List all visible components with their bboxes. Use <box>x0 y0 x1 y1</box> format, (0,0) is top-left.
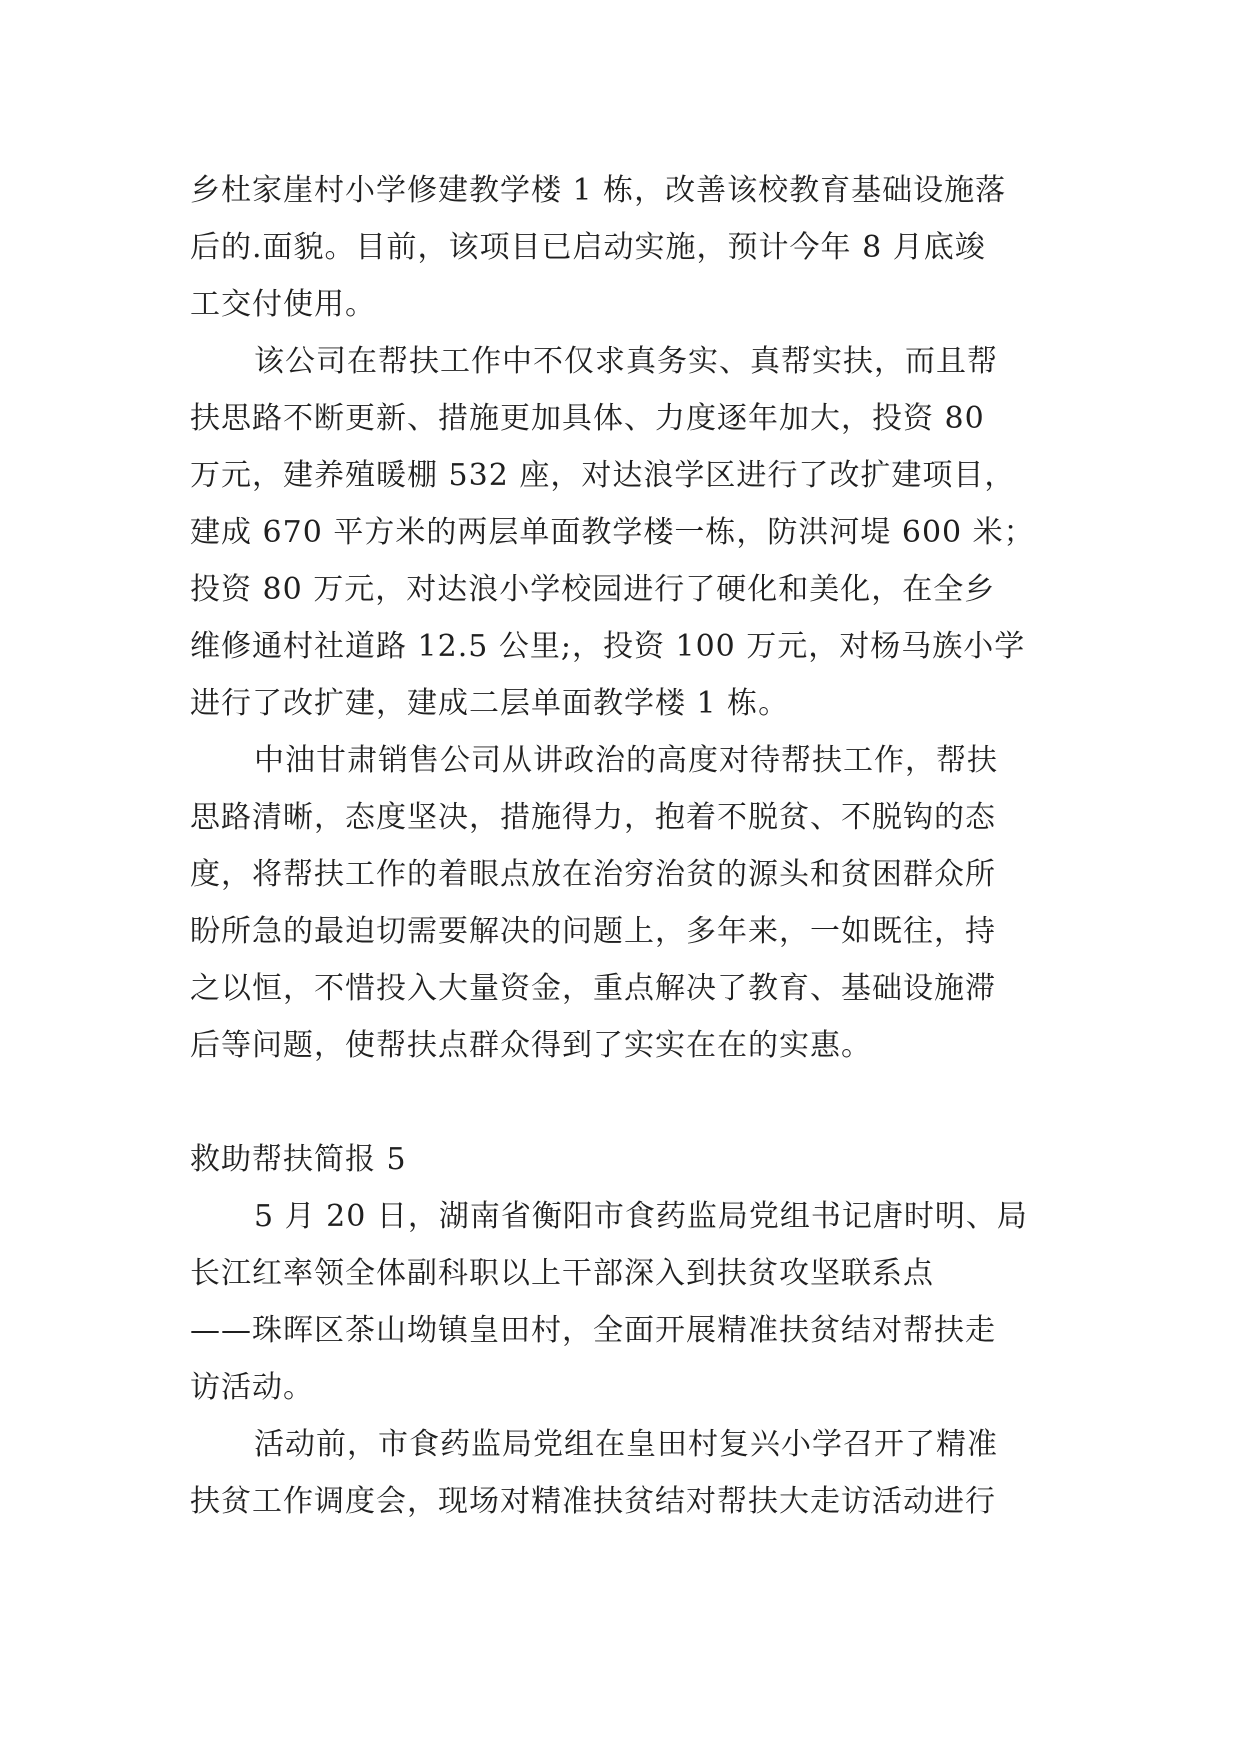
text-line: 进行了改扩建，建成二层单面教学楼 1 栋。 <box>190 686 790 721</box>
text-line: 建成 670 平方米的两层单面教学楼一栋，防洪河堤 600 米； <box>190 515 1035 550</box>
text-line: 访活动。 <box>190 1370 314 1405</box>
text-line: 万元，建养殖暖棚 532 座，对达浪学区进行了改扩建项目， <box>190 458 1016 493</box>
paragraph-1 <box>190 162 1050 333</box>
text-line: 盼所急的最迫切需要解决的问题上，多年来，一如既往，持 <box>190 914 996 949</box>
text-line: 长江红率领全体副科职以上干部深入到扶贫攻坚联系点 <box>190 1256 934 1291</box>
text-line: 乡杜家崖村小学修建教学楼 1 栋，改善该校教育基础设施落 <box>190 173 1007 208</box>
text-line: 之以恒，不惜投入大量资金，重点解决了教育、基础设施滞 <box>190 971 996 1006</box>
text-line: 5 月 20 日，湖南省衡阳市食药监局党组书记唐时明、局 <box>254 1199 1028 1234</box>
document-body <box>190 162 1050 1530</box>
paragraph-5 <box>190 1416 1050 1530</box>
paragraph-2 <box>190 333 1050 732</box>
text-line: 工交付使用。 <box>190 287 376 322</box>
text-line: 投资 80 万元，对达浪小学校园进行了硬化和美化，在全乡 <box>190 572 996 607</box>
text-line: 中油甘肃销售公司从讲政治的高度对待帮扶工作，帮扶 <box>254 743 998 778</box>
text-line: 后的.面貌。目前，该项目已启动实施，预计今年 8 月底竣 <box>190 230 986 265</box>
text-line: 扶贫工作调度会，现场对精准扶贫结对帮扶大走访活动进行 <box>190 1484 996 1519</box>
paragraph-3 <box>190 732 1050 1074</box>
text-line: 扶思路不断更新、措施更加具体、力度逐年加大，投资 80 <box>190 401 985 436</box>
text-line: 度，将帮扶工作的着眼点放在治穷治贫的源头和贫困群众所 <box>190 857 996 892</box>
section-heading: 救助帮扶简报 5 <box>190 1142 407 1177</box>
text-line: 维修通村社道路 12.5 公里;，投资 100 万元，对杨马族小学 <box>190 629 1026 664</box>
text-line: 思路清晰，态度坚决，措施得力，抱着不脱贫、不脱钩的态 <box>190 800 996 835</box>
text-line: 活动前，市食药监局党组在皇田村复兴小学召开了精准 <box>254 1427 998 1462</box>
text-line: ——珠晖区茶山坳镇皇田村，全面开展精准扶贫结对帮扶走 <box>190 1313 996 1348</box>
text-line: 后等问题，使帮扶点群众得到了实实在在的实惠。 <box>190 1028 872 1063</box>
text-line: 该公司在帮扶工作中不仅求真务实、真帮实扶，而且帮 <box>254 344 998 379</box>
paragraph-4 <box>190 1188 1050 1416</box>
